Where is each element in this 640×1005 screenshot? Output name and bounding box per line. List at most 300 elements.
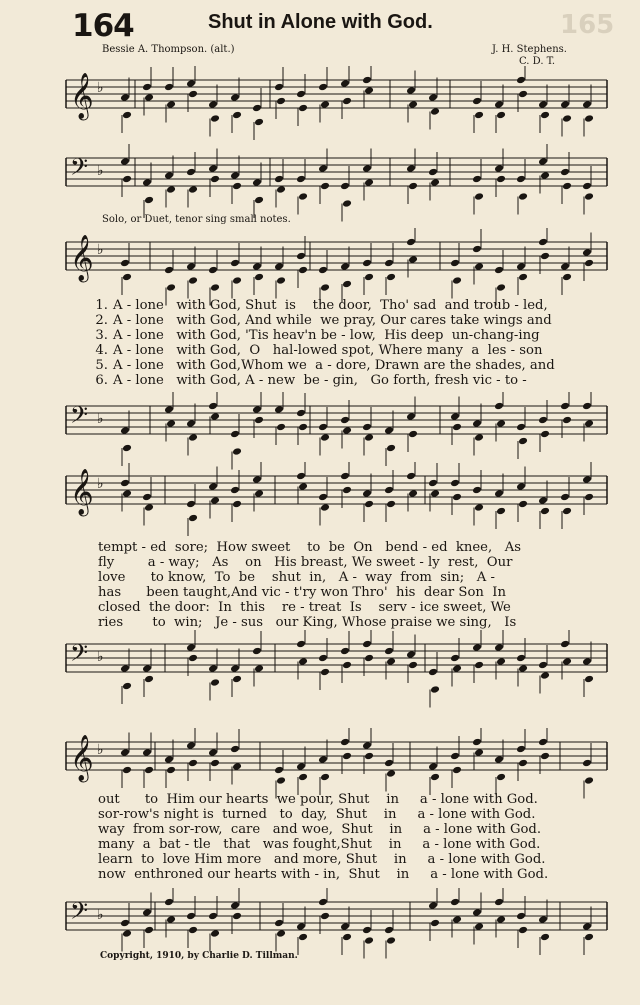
note-head bbox=[320, 503, 330, 512]
note-head bbox=[122, 929, 132, 938]
note-head bbox=[320, 773, 330, 782]
note-head bbox=[430, 178, 440, 187]
bass-staff-4 bbox=[0, 888, 640, 968]
note-head bbox=[362, 164, 372, 173]
note-head bbox=[208, 664, 218, 673]
note-head bbox=[186, 912, 196, 921]
note-head bbox=[232, 276, 242, 285]
note-head bbox=[144, 766, 154, 775]
note-head bbox=[144, 93, 154, 102]
note-head bbox=[584, 259, 594, 268]
note-head bbox=[318, 654, 328, 663]
note-head bbox=[320, 182, 330, 191]
flat-key-signature-icon: ♭ bbox=[97, 742, 104, 758]
note-head bbox=[474, 661, 484, 670]
note-head bbox=[430, 685, 440, 694]
note-head bbox=[188, 185, 198, 194]
note-head bbox=[584, 192, 594, 201]
note-head bbox=[450, 654, 460, 663]
note-head bbox=[384, 259, 394, 268]
note-head bbox=[562, 273, 572, 282]
note-head bbox=[342, 661, 352, 670]
note-head bbox=[298, 482, 308, 491]
note-head bbox=[450, 412, 460, 421]
note-head bbox=[496, 657, 506, 666]
hymn-number: 164 bbox=[72, 8, 134, 44]
note-head bbox=[560, 402, 570, 411]
note-head bbox=[254, 489, 264, 498]
lyric-line: closed the door: In this re - treat Is serv - ice sweet, We bbox=[98, 600, 511, 615]
note-head bbox=[318, 755, 328, 764]
note-head bbox=[472, 486, 482, 495]
note-head bbox=[320, 283, 330, 292]
note-head bbox=[164, 83, 174, 92]
note-head bbox=[384, 759, 394, 768]
treble-staff-3 bbox=[0, 462, 640, 542]
note-head bbox=[406, 412, 416, 421]
note-head bbox=[364, 654, 374, 663]
note-head bbox=[320, 668, 330, 677]
note-head bbox=[122, 444, 132, 453]
note-head bbox=[120, 664, 130, 673]
note-head bbox=[188, 514, 198, 523]
lyric-line bbox=[92, 298, 548, 313]
note-head bbox=[252, 405, 262, 414]
note-head bbox=[362, 423, 372, 432]
note-head bbox=[340, 416, 350, 425]
verse-number: 5. bbox=[95, 358, 108, 373]
note-head bbox=[428, 168, 438, 177]
note-head bbox=[430, 773, 440, 782]
note-head bbox=[208, 482, 218, 491]
note-head bbox=[232, 111, 242, 120]
note-head bbox=[428, 762, 438, 771]
note-head bbox=[538, 661, 548, 670]
note-head bbox=[254, 664, 264, 673]
note-head bbox=[406, 650, 416, 659]
note-head bbox=[164, 171, 174, 180]
note-head bbox=[450, 259, 460, 268]
note-head bbox=[518, 90, 528, 99]
note-head bbox=[188, 433, 198, 442]
treble-clef-icon: 𝄞 bbox=[70, 735, 94, 781]
note-head bbox=[472, 738, 482, 747]
note-head bbox=[406, 238, 416, 247]
note-head bbox=[208, 266, 218, 275]
note-head bbox=[408, 661, 418, 670]
note-head bbox=[474, 111, 484, 120]
note-head bbox=[342, 199, 352, 208]
note-head bbox=[472, 643, 482, 652]
note-head bbox=[340, 262, 350, 271]
note-head bbox=[516, 745, 526, 754]
note-head bbox=[494, 489, 504, 498]
note-head bbox=[142, 748, 152, 757]
note-head bbox=[364, 752, 374, 761]
verse-text: A - lone with God, 'Tis heav'n be - low, His deep un-chang-ing bbox=[113, 328, 540, 343]
note-head bbox=[232, 762, 242, 771]
lyric-line: has been taught,And vic - t'ry won Thro' his dear Son In bbox=[98, 585, 506, 600]
note-head bbox=[560, 493, 570, 502]
verse-number: 4. bbox=[95, 343, 108, 358]
note-head bbox=[298, 104, 308, 113]
bass-clef-icon: 𝄢 bbox=[70, 153, 89, 186]
note-head bbox=[144, 675, 154, 684]
note-head bbox=[232, 675, 242, 684]
note-head bbox=[450, 752, 460, 761]
note-head bbox=[362, 741, 372, 750]
note-head bbox=[386, 936, 396, 945]
lyric-line: ries to win; Je - sus our King, Whose praise we sing, Is bbox=[98, 615, 517, 630]
note-head bbox=[384, 647, 394, 656]
flat-key-signature-icon: ♭ bbox=[97, 242, 104, 258]
lyric-line: many a bat - tle that was fought,Shut in a - lone with God. bbox=[98, 837, 541, 852]
note-head bbox=[166, 915, 176, 924]
note-head bbox=[362, 76, 372, 85]
note-head bbox=[342, 486, 352, 495]
note-head bbox=[166, 766, 176, 775]
note-head bbox=[164, 755, 174, 764]
note-head bbox=[120, 426, 130, 435]
note-head bbox=[582, 475, 592, 484]
note-head bbox=[518, 192, 528, 201]
note-head bbox=[166, 100, 176, 109]
note-head bbox=[254, 118, 264, 127]
note-head bbox=[232, 182, 242, 191]
lyric-line: out to Him our hearts we pour, Shut in a - lone with God. bbox=[98, 792, 538, 807]
note-head bbox=[538, 157, 548, 166]
note-head bbox=[384, 486, 394, 495]
verse-text: A - lone with God, And while we pray, Our cares take wings and bbox=[113, 313, 552, 328]
note-head bbox=[188, 759, 198, 768]
note-head bbox=[254, 273, 264, 282]
note-head bbox=[408, 489, 418, 498]
note-head bbox=[496, 111, 506, 120]
note-head bbox=[340, 182, 350, 191]
note-head bbox=[230, 901, 240, 910]
treble-clef-icon: 𝄞 bbox=[70, 235, 94, 281]
note-head bbox=[472, 245, 482, 254]
note-head bbox=[120, 157, 130, 166]
note-head bbox=[232, 500, 242, 509]
note-head bbox=[296, 252, 306, 261]
note-head bbox=[274, 919, 284, 928]
note-head bbox=[452, 664, 462, 673]
note-head bbox=[164, 266, 174, 275]
note-head bbox=[474, 433, 484, 442]
note-head bbox=[342, 97, 352, 106]
treble-clef-icon: 𝄞 bbox=[70, 73, 94, 119]
note-head bbox=[364, 433, 374, 442]
note-head bbox=[406, 164, 416, 173]
note-head bbox=[584, 419, 594, 428]
note-head bbox=[320, 100, 330, 109]
note-head bbox=[188, 654, 198, 663]
note-head bbox=[232, 912, 242, 921]
note-head bbox=[582, 402, 592, 411]
note-head bbox=[142, 908, 152, 917]
note-head bbox=[386, 273, 396, 282]
note-head bbox=[450, 479, 460, 488]
note-head bbox=[362, 489, 372, 498]
note-head bbox=[186, 419, 196, 428]
lyric-line bbox=[92, 373, 527, 388]
note-head bbox=[474, 922, 484, 931]
note-head bbox=[516, 912, 526, 921]
note-head bbox=[210, 678, 220, 687]
note-head bbox=[516, 654, 526, 663]
note-head bbox=[560, 640, 570, 649]
note-head bbox=[342, 933, 352, 942]
note-head bbox=[188, 90, 198, 99]
note-head bbox=[210, 283, 220, 292]
note-head bbox=[560, 168, 570, 177]
verse-text: A - lone with God, Shut is the door, Tho' sad and troub - led, bbox=[113, 298, 548, 313]
note-head bbox=[210, 114, 220, 123]
note-head bbox=[364, 936, 374, 945]
note-head bbox=[540, 933, 550, 942]
note-head bbox=[318, 423, 328, 432]
note-head bbox=[582, 182, 592, 191]
note-head bbox=[120, 748, 130, 757]
note-head bbox=[428, 479, 438, 488]
note-head bbox=[518, 759, 528, 768]
note-head bbox=[540, 752, 550, 761]
lyric-line: now enthroned our hearts with - in, Shut in a - lone with God. bbox=[98, 867, 549, 882]
lyric-line bbox=[92, 343, 542, 358]
note-head bbox=[428, 901, 438, 910]
note-head bbox=[516, 76, 526, 85]
note-head bbox=[474, 748, 484, 757]
note-head bbox=[122, 175, 132, 184]
note-head bbox=[428, 93, 438, 102]
bass-clef-icon: 𝄢 bbox=[70, 639, 89, 672]
note-head bbox=[450, 898, 460, 907]
note-head bbox=[296, 922, 306, 931]
lyric-line bbox=[92, 328, 540, 343]
note-head bbox=[318, 164, 328, 173]
note-head bbox=[252, 647, 262, 656]
note-head bbox=[364, 500, 374, 509]
note-head bbox=[340, 738, 350, 747]
note-head bbox=[540, 430, 550, 439]
note-head bbox=[276, 423, 286, 432]
note-head bbox=[364, 178, 374, 187]
note-head bbox=[166, 283, 176, 292]
note-head bbox=[276, 185, 286, 194]
note-head bbox=[320, 912, 330, 921]
note-head bbox=[208, 748, 218, 757]
note-head bbox=[562, 416, 572, 425]
note-head bbox=[494, 100, 504, 109]
note-head bbox=[452, 493, 462, 502]
treble-clef-icon: 𝄞 bbox=[70, 469, 94, 515]
flat-key-signature-icon: ♭ bbox=[97, 649, 104, 665]
hymn-title: Shut in Alone with God. bbox=[208, 11, 433, 33]
note-head bbox=[210, 496, 220, 505]
note-head bbox=[494, 643, 504, 652]
note-head bbox=[386, 444, 396, 453]
note-head bbox=[582, 657, 592, 666]
verse-text: A - lone with God, A - new be - gin, Go forth, fresh vic - to - bbox=[113, 373, 527, 388]
note-head bbox=[494, 755, 504, 764]
note-head bbox=[166, 419, 176, 428]
note-head bbox=[142, 83, 152, 92]
note-head bbox=[276, 97, 286, 106]
note-head bbox=[518, 500, 528, 509]
performance-instruction: Solo, or Duet, tenor sing small notes. bbox=[102, 214, 291, 225]
note-head bbox=[230, 93, 240, 102]
note-head bbox=[186, 500, 196, 509]
note-head bbox=[276, 276, 286, 285]
bass-clef-icon: 𝄢 bbox=[70, 401, 89, 434]
lyric-line: sor-row's night is turned to day, Shut in a - lone with God. bbox=[98, 807, 536, 822]
lyric-line bbox=[92, 313, 552, 328]
note-head bbox=[342, 426, 352, 435]
note-head bbox=[584, 933, 594, 942]
note-head bbox=[560, 262, 570, 271]
note-head bbox=[452, 766, 462, 775]
note-head bbox=[386, 657, 396, 666]
note-head bbox=[120, 919, 130, 928]
note-head bbox=[318, 898, 328, 907]
note-head bbox=[582, 100, 592, 109]
note-head bbox=[340, 647, 350, 656]
note-head bbox=[494, 898, 504, 907]
note-head bbox=[120, 93, 130, 102]
note-head bbox=[406, 86, 416, 95]
author-credit: Bessie A. Thompson. (alt.) bbox=[102, 44, 235, 55]
note-head bbox=[340, 79, 350, 88]
note-head bbox=[474, 262, 484, 271]
note-head bbox=[538, 100, 548, 109]
note-head bbox=[540, 252, 550, 261]
note-head bbox=[122, 489, 132, 498]
note-head bbox=[538, 915, 548, 924]
note-head bbox=[274, 83, 284, 92]
note-head bbox=[582, 922, 592, 931]
lyric-line: fly a - way; As on His breast, We sweet - ly rest, Our bbox=[98, 555, 513, 570]
verse-number: 1. bbox=[95, 298, 108, 313]
note-head bbox=[318, 493, 328, 502]
note-head bbox=[386, 500, 396, 509]
note-head bbox=[296, 472, 306, 481]
note-head bbox=[408, 182, 418, 191]
note-head bbox=[540, 671, 550, 680]
note-head bbox=[518, 926, 528, 935]
note-head bbox=[384, 926, 394, 935]
note-head bbox=[430, 107, 440, 116]
note-head bbox=[296, 175, 306, 184]
note-head bbox=[584, 675, 594, 684]
note-head bbox=[120, 259, 130, 268]
composer-credit: J. H. Stephens. bbox=[492, 44, 567, 55]
note-head bbox=[538, 416, 548, 425]
note-head bbox=[318, 266, 328, 275]
note-head bbox=[144, 926, 154, 935]
note-head bbox=[562, 114, 572, 123]
flat-key-signature-icon: ♭ bbox=[97, 163, 104, 179]
note-head bbox=[516, 175, 526, 184]
verse-text: A - lone with God, O hal-lowed spot, Where many a les - son bbox=[113, 343, 543, 358]
note-head bbox=[584, 114, 594, 123]
note-head bbox=[538, 238, 548, 247]
note-head bbox=[452, 276, 462, 285]
note-head bbox=[516, 482, 526, 491]
note-head bbox=[230, 486, 240, 495]
note-head bbox=[584, 776, 594, 785]
note-head bbox=[230, 171, 240, 180]
note-head bbox=[298, 266, 308, 275]
note-head bbox=[298, 423, 308, 432]
note-head bbox=[210, 759, 220, 768]
note-head bbox=[496, 773, 506, 782]
note-head bbox=[296, 90, 306, 99]
note-head bbox=[560, 100, 570, 109]
note-head bbox=[144, 503, 154, 512]
note-head bbox=[274, 405, 284, 414]
note-head bbox=[252, 178, 262, 187]
note-head bbox=[408, 255, 418, 264]
note-head bbox=[120, 479, 130, 488]
verse-number: 3. bbox=[95, 328, 108, 343]
note-head bbox=[582, 759, 592, 768]
note-head bbox=[296, 762, 306, 771]
note-head bbox=[562, 657, 572, 666]
note-head bbox=[516, 423, 526, 432]
note-head bbox=[362, 926, 372, 935]
note-head bbox=[186, 741, 196, 750]
note-head bbox=[164, 898, 174, 907]
note-head bbox=[208, 912, 218, 921]
note-head bbox=[252, 262, 262, 271]
note-head bbox=[496, 507, 506, 516]
verse-text: A - lone with God,Whom we a - dore, Drawn are the shades, and bbox=[113, 358, 555, 373]
note-head bbox=[274, 175, 284, 184]
note-head bbox=[276, 776, 286, 785]
note-head bbox=[538, 496, 548, 505]
note-head bbox=[540, 171, 550, 180]
note-head bbox=[298, 933, 308, 942]
note-head bbox=[452, 915, 462, 924]
note-head bbox=[166, 185, 176, 194]
composer-initials: C. D. T. bbox=[519, 56, 556, 67]
note-head bbox=[188, 276, 198, 285]
note-head bbox=[496, 283, 506, 292]
note-head bbox=[562, 182, 572, 191]
lyric-line: love to know, To be shut in, A - way from sin; A - bbox=[98, 570, 495, 585]
note-head bbox=[210, 929, 220, 938]
note-head bbox=[342, 752, 352, 761]
note-head bbox=[232, 447, 242, 456]
treble-staff-1 bbox=[0, 66, 640, 146]
note-head bbox=[186, 643, 196, 652]
note-head bbox=[122, 273, 132, 282]
note-head bbox=[254, 416, 264, 425]
note-head bbox=[364, 273, 374, 282]
note-head bbox=[342, 280, 352, 289]
note-head bbox=[208, 100, 218, 109]
note-head bbox=[142, 493, 152, 502]
note-head bbox=[340, 472, 350, 481]
note-head bbox=[164, 405, 174, 414]
note-head bbox=[582, 248, 592, 257]
lyric-line bbox=[92, 358, 555, 373]
note-head bbox=[494, 164, 504, 173]
note-head bbox=[230, 745, 240, 754]
note-head bbox=[496, 175, 506, 184]
note-head bbox=[516, 262, 526, 271]
